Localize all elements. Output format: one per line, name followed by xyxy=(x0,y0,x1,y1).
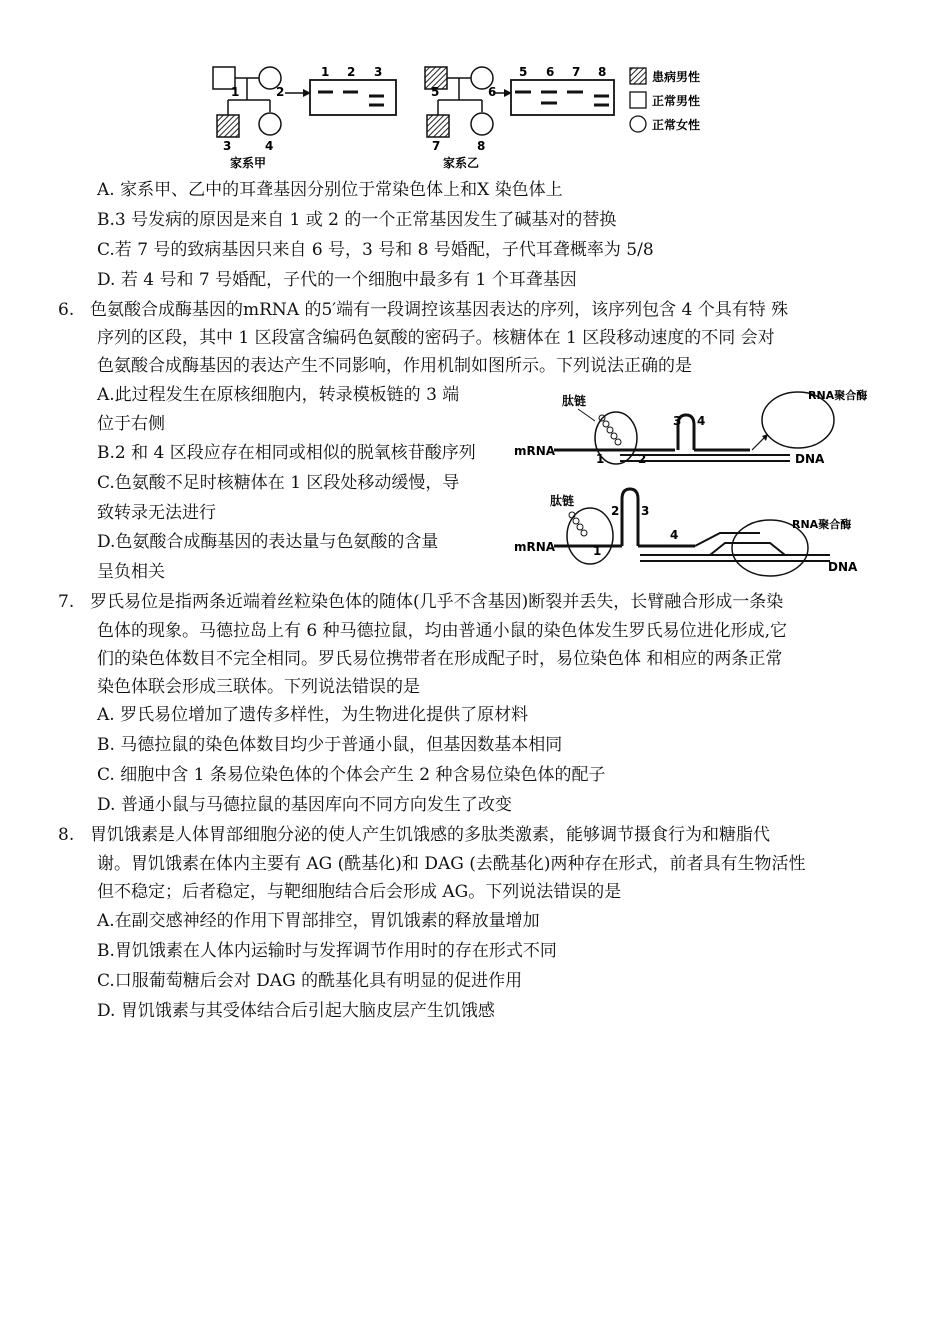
rna-polymerase-label: RNA聚合酶 xyxy=(792,518,852,531)
q8-stem-line: 谢。胃饥饿素在体内主要有 AG (酰基化)和 DAG (去酰基化)两种存在形式，前者具有生物活性 xyxy=(97,854,806,874)
q7-option-d: D. 普通小鼠与马德拉鼠的基因库向不同方向发生了改变 xyxy=(97,795,512,815)
transcription-attenuation-figure xyxy=(510,383,880,583)
normal-female-symbol xyxy=(471,113,493,135)
q6-stem-line: 色氨酸合成酶基因的mRNA 的5′端有一段调控该基因表达的序列，该序列包含 4 个具有特 殊 xyxy=(90,300,789,320)
q7-stem-line: 们的染色体数目不完全相同。罗氏易位携带者在形成配子时，易位染色体 和相应的两条正常 xyxy=(97,649,783,669)
svg-text:3: 3 xyxy=(641,504,650,518)
dna-label: DNA xyxy=(828,560,858,574)
lane-number: 3 xyxy=(374,65,383,79)
lane-number: 6 xyxy=(546,65,555,79)
q5-option-d: D. 若 4 号和 7 号婚配，子代的一个细胞中最多有 1 个耳聋基因 xyxy=(97,270,577,290)
peptide-label: 肽链 xyxy=(550,494,575,508)
q8-option-d: D. 胃饥饿素与其受体结合后引起大脑皮层产生饥饿感 xyxy=(97,1001,495,1021)
q6-stem-line: 序列的区段，其中 1 区段富含编码色氨酸的密码子。核糖体在 1 区段移动速度的不同 会对 xyxy=(97,328,775,348)
pedigree-number: 1 xyxy=(231,85,240,99)
dna-label: DNA xyxy=(795,452,825,466)
q7-stem-line: 色体的现象。马德拉岛上有 6 种马德拉鼠，均由普通小鼠的染色体发生罗氏易位进化形成,它 xyxy=(97,621,788,641)
q5-option-b: B.3 号发病的原因是来自 1 或 2 的一个正常基因发生了碱基对的替换 xyxy=(97,210,617,230)
family-b-pedigree xyxy=(425,65,614,170)
q7-option-c: C. 细胞中含 1 条易位染色体的个体会产生 2 种含易位染色体的配子 xyxy=(97,765,606,785)
normal-male-legend-icon xyxy=(630,92,646,108)
pedigree-number: 5 xyxy=(431,85,440,99)
q8-stem-line: 但不稳定；后者稳定，与靶细胞结合后会形成 AG。下列说法错误的是 xyxy=(97,882,622,902)
legend-normal-male: 正常男性 xyxy=(652,94,701,108)
pedigree-number: 4 xyxy=(265,139,274,153)
svg-text:1: 1 xyxy=(596,452,605,466)
q6-option-c-cont: 致转录无法进行 xyxy=(97,503,216,523)
pedigree-legend xyxy=(630,68,700,132)
q6-option-b: B.2 和 4 区段应存在相同或相似的脱氧核苷酸序列 xyxy=(97,443,476,463)
q7-option-b: B. 马德拉鼠的染色体数目均少于普通小鼠，但基因数基本相同 xyxy=(97,735,563,755)
lane-number: 7 xyxy=(572,65,581,79)
pedigree-number: 8 xyxy=(477,139,486,153)
figure-bottom-panel xyxy=(514,489,858,576)
svg-text:4: 4 xyxy=(670,528,679,542)
lane-number: 8 xyxy=(598,65,607,79)
q8-option-b: B.胃饥饿素在人体内运输时与发挥调节作用时的存在形式不同 xyxy=(97,941,557,961)
q7-option-a: A. 罗氏易位增加了遗传多样性，为生物进化提供了原材料 xyxy=(97,705,529,725)
lane-number: 1 xyxy=(321,65,330,79)
peptide-label: 肽链 xyxy=(562,394,587,408)
q6-option-a: A.此过程发生在原核细胞内，转录模板链的 3 端 xyxy=(97,385,460,405)
normal-female-symbol xyxy=(259,113,281,135)
q7-number: 7. xyxy=(58,592,75,612)
family-a-pedigree xyxy=(213,65,396,170)
q6-option-d-cont: 呈负相关 xyxy=(97,562,165,582)
q8-option-a: A.在副交感神经的作用下胃部排空，胃饥饿素的释放量增加 xyxy=(97,911,540,931)
affected-male-legend-icon xyxy=(630,68,646,84)
svg-text:1: 1 xyxy=(593,544,602,558)
q7-stem-line: 罗氏易位是指两条近端着丝粒染色体的随体(几乎不含基因)断裂并丢失，长臂融合形成一条染 xyxy=(90,592,784,612)
mrna-label: mRNA xyxy=(514,444,556,458)
pedigree-number: 3 xyxy=(223,139,232,153)
q6-option-d: D.色氨酸合成酶基因的表达量与色氨酸的含量 xyxy=(97,532,439,552)
q6-option-c: C.色氨酸不足时核糖体在 1 区段处移动缓慢，导 xyxy=(97,473,460,493)
svg-text:2: 2 xyxy=(611,504,620,518)
lane-number: 2 xyxy=(347,65,356,79)
rna-polymerase-label: RNA聚合酶 xyxy=(808,389,868,402)
affected-male-symbol xyxy=(217,115,239,137)
q6-number: 6. xyxy=(58,300,75,320)
q8-number: 8. xyxy=(58,825,75,845)
affected-male-symbol xyxy=(427,115,449,137)
q6-stem-line: 色氨酸合成酶基因的表达产生不同影响，作用机制如图所示。下列说法正确的是 xyxy=(97,356,692,376)
svg-text:2: 2 xyxy=(638,452,647,466)
figure-top-panel xyxy=(514,388,867,466)
family-b-label: 家系乙 xyxy=(443,156,480,170)
pedigree-number: 7 xyxy=(432,139,441,153)
legend-affected-male: 患病男性 xyxy=(652,70,701,84)
legend-normal-female: 正常女性 xyxy=(652,118,701,132)
q7-stem-line: 染色体联会形成三联体。下列说法错误的是 xyxy=(97,677,420,697)
q8-stem-line: 胃饥饿素是人体胃部细胞分泌的使人产生饥饿感的多肽类激素，能够调节摄食行为和糖脂代 xyxy=(90,825,770,845)
pedigree-number: 6 xyxy=(488,85,497,99)
ribosome xyxy=(567,508,613,564)
q5-option-a: A. 家系甲、乙中的耳聋基因分别位于常染色体上和X 染色体上 xyxy=(97,180,563,200)
svg-text:3: 3 xyxy=(673,414,682,428)
svg-text:4: 4 xyxy=(697,414,706,428)
pedigree-number: 2 xyxy=(276,85,285,99)
pedigree-figure xyxy=(0,55,950,230)
normal-female-legend-icon xyxy=(630,116,646,132)
q8-option-c: C.口服葡萄糖后会对 DAG 的酰基化具有明显的促进作用 xyxy=(97,971,523,991)
mrna-label: mRNA xyxy=(514,540,556,554)
family-a-label: 家系甲 xyxy=(230,156,267,170)
lane-number: 5 xyxy=(519,65,528,79)
q5-option-c: C.若 7 号的致病基因只来自 6 号，3 号和 8 号婚配，子代耳聋概率为 5/8 xyxy=(97,240,654,260)
q6-option-a-cont: 位于右侧 xyxy=(97,414,165,434)
